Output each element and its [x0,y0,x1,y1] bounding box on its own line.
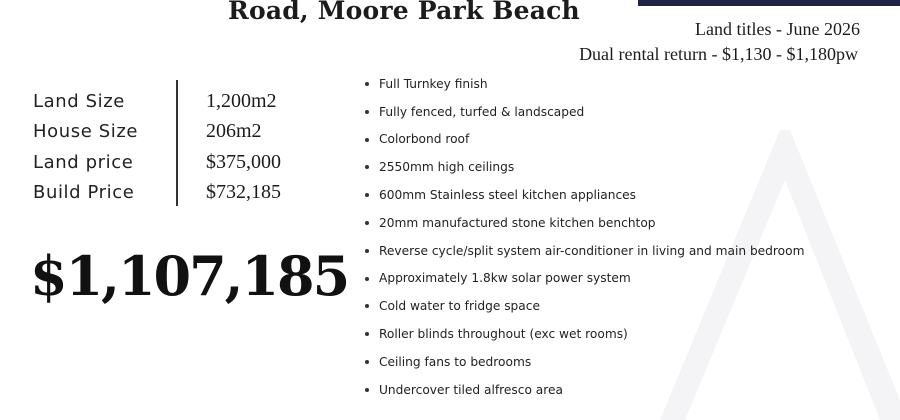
bullet-icon [365,277,369,281]
feature-text: 20mm manufactured stone kitchen benchtop [379,215,656,230]
list-item [362,70,804,98]
feature-text: Cold water to fridge space [379,299,540,314]
specs-table [33,86,281,208]
spec-label: Build Price [33,182,135,204]
spec-row [33,117,281,148]
spec-value: $375,000 [206,150,281,173]
bullet-icon [365,193,369,197]
feature-text: Full Turnkey finish [379,76,488,91]
bullet-icon [365,165,369,169]
bullet-icon [365,388,369,392]
list-item [362,98,804,126]
list-item [362,237,804,265]
feature-text: Colorbond roof [379,132,470,147]
spec-value: 1,200m2 [206,89,277,112]
feature-text: Ceiling fans to bedrooms [379,354,532,369]
spec-value: 206m2 [206,120,262,143]
bullet-icon [365,249,369,253]
total-price: $1,107,185 [30,244,349,308]
bullet-icon [365,138,369,142]
list-item [362,265,804,293]
property-title: Road, Moore Park Beach [228,0,580,25]
feature-text: 2550mm high ceilings [379,160,515,175]
list-item [362,348,804,376]
land-titles-date: Land titles - June 2026 [695,19,860,39]
spec-label: House Size [33,121,139,143]
feature-text: Roller blinds throughout (exc wet rooms) [379,327,628,342]
bullet-icon [365,304,369,308]
list-item [362,153,804,181]
feature-text: Approximately 1.8kw solar power system [379,271,631,286]
spec-row [33,178,281,209]
list-item [362,209,804,237]
bullet-icon [365,360,369,364]
feature-text: Fully fenced, turfed & landscaped [379,104,585,119]
list-item [362,126,804,154]
features-list [362,70,804,404]
spec-label: Land price [33,151,134,173]
spec-value: $732,185 [206,181,281,204]
bullet-icon [365,332,369,336]
feature-text: Undercover tiled alfresco area [379,382,563,397]
feature-text: Reverse cycle/split system air-conditioner in living and main bedroom [379,243,805,258]
spec-row [33,147,281,178]
bullet-icon [365,110,369,114]
feature-text: 600mm Stainless steel kitchen appliances [379,188,637,203]
list-item [362,376,804,404]
header-accent-bar [638,0,900,6]
bullet-icon [365,221,369,225]
list-item [362,181,804,209]
bullet-icon [365,82,369,86]
spec-label: Land Size [33,90,125,112]
spec-row [33,86,281,117]
rental-return: Dual rental return - $1,130 - $1,180pw [579,44,858,64]
list-item [362,292,804,320]
list-item [362,320,804,348]
